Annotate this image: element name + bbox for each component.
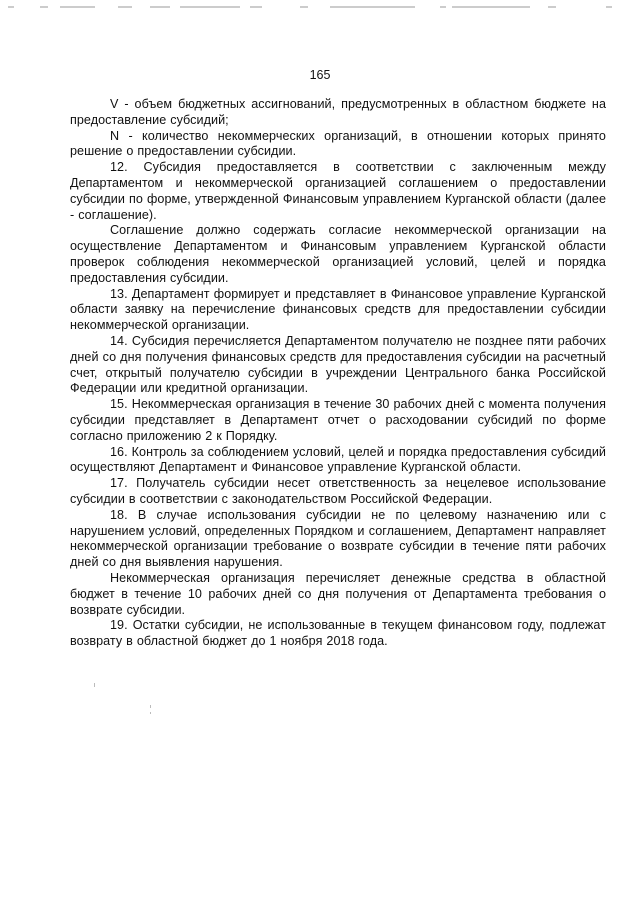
paragraph-n-definition: N - количество некоммерческих организаций, в отношении которых принято решение о предоставлении субсидии. (70, 128, 606, 159)
document-body (70, 97, 606, 650)
scan-speck (94, 683, 95, 687)
scan-speck (150, 705, 151, 708)
paragraph-18: 18. В случае использования субсидии не по целевому назначению или с нарушением условий, определенных Порядком и соглашением, Департамент направляет некоммерческой организации требование о возврате субсидии в течение пяти рабочих дней со дня выявления нарушения. (70, 507, 606, 570)
paragraph-19: 19. Остатки субсидии, не использованные в текущем финансовом году, подлежат возврату в областной бюджет до 1 ноября 2018 года. (70, 618, 606, 649)
paragraph-refund: Некоммерческая организация перечисляет денежные средства в областной бюджет в течение 10 рабочих дней со дня получения от Департамента требования о возврате субсидии. (70, 570, 606, 617)
scan-speck (150, 712, 151, 714)
paragraph-14: 14. Субсидия перечисляется Департаментом получателю не позднее пяти рабочих дней со дня получения финансовых средств для предоставления субсидии на расчетный счет, открытый получателю субсидии в учреждении Центрального банка Российской Федерации или кредитной организации. (70, 333, 606, 396)
scan-artifact-top-edge (0, 2, 640, 12)
page-number: 165 (309, 68, 331, 82)
paragraph-12: 12. Субсидия предоставляется в соответствии с заключенным между Департаментом и некоммерческой организацией соглашением о предоставлении субсидии по форме, утвержденной Финансовым управлением Курганской области (далее - соглашение). (70, 160, 606, 222)
paragraph-16: 16. Контроль за соблюдением условий, целей и порядка предоставления субсидий осуществляют Департамент и Финансовое управление Курганской области. (70, 444, 606, 475)
paragraph-13: 13. Департамент формирует и представляет в Финансовое управление Курганской области заявку на перечисление финансовых средств для предоставлении субсидии некоммерческой организации. (70, 286, 606, 333)
paragraph-v-definition: V - объем бюджетных ассигнований, предусмотренных в областном бюджете на предоставление субсидий; (70, 97, 606, 127)
paragraph-15: 15. Некоммерческая организация в течение 30 рабочих дней с момента получения субсидии представляет в Департамент отчет о расходовании субсидий по форме согласно приложению 2 к Порядку. (70, 397, 606, 443)
paragraph-agreement: Соглашение должно содержать согласие некоммерческой организации на осуществление Департаментом и Финансовым управлением Курганской области проверок соблюдения некоммерческой организацией условий, целей и порядка предоставления субсидии. (70, 223, 606, 285)
paragraph-17: 17. Получатель субсидии несет ответственность за нецелевое использование субсидии в соответствии с законодательством Российской Федерации. (70, 476, 606, 506)
